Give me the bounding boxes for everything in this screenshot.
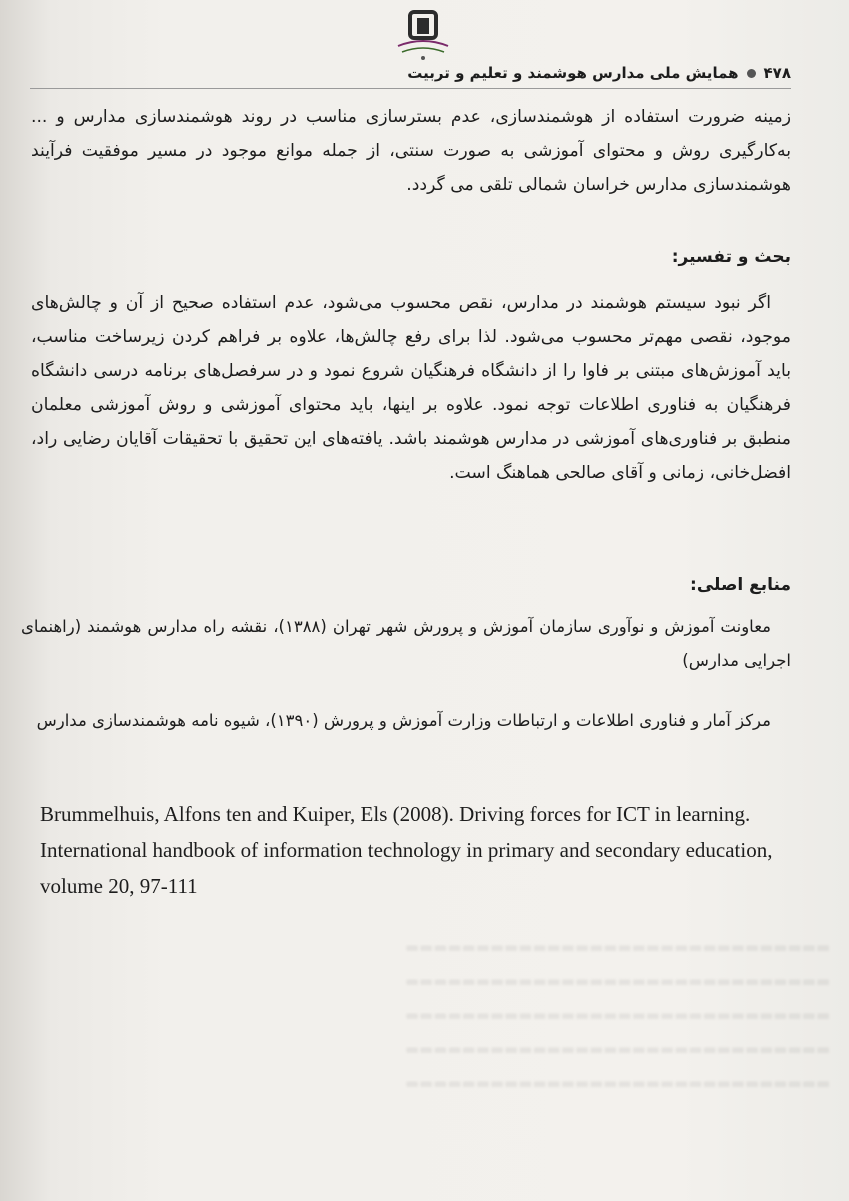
running-header (407, 64, 791, 82)
page-number: ۴۷۸ (763, 64, 791, 82)
bullet-icon (747, 69, 756, 78)
references-heading-block (31, 568, 791, 602)
reference-item: معاونت آموزش و نوآوری سازمان آموزش و پرورش شهر تهران (۱۳۸۸)، نقشه راه مدارس هوشمند (راهنمای اجرایی مدارس) (21, 617, 791, 670)
discussion-heading: بحث و تفسیر: (671, 247, 791, 267)
show-through-text: ▬▬▬▬▬▬▬▬▬▬▬▬▬▬▬▬▬▬▬▬▬▬▬▬▬▬▬▬▬▬ ▬▬▬▬▬▬▬▬▬▬▬▬▬▬▬▬▬▬▬▬▬▬▬▬▬▬▬▬▬▬ ▬▬▬▬▬▬▬▬▬▬▬▬▬▬▬▬▬▬▬▬▬▬▬▬▬▬▬▬▬▬ ▬▬▬▬▬▬▬▬▬▬▬▬▬▬▬▬▬▬▬▬▬▬▬▬▬▬▬▬▬▬ ▬▬▬▬▬▬▬▬▬▬▬▬▬▬▬▬▬▬▬▬▬▬▬▬▬▬▬▬▬▬ (404, 938, 830, 1092)
discussion-section (31, 240, 791, 490)
conference-title: همایش ملی مدارس هوشمند و تعلیم و تربیت (407, 64, 739, 82)
english-reference: Brummelhuis, Alfons ten and Kuiper, Els (2008). Driving forces for ICT in learning. International handbook of information technology in primary and secondary education, volume 20, 97-111 (40, 802, 773, 898)
references-heading: منابع اصلی: (690, 575, 791, 595)
intro-paragraph: زمینه ضرورت استفاده از هوشمندسازی، عدم بسترسازی مناسب در روند هوشمندسازی مدارس و ... به‌کارگیری روش و محتوای آموزشی به صورت سنتی، از جمله موانع موجود در مسیر موفقیت فرآیند هوشمندسازی مدارس خراسان شمالی تلقی می گردد. (31, 107, 791, 195)
conference-logo-icon (388, 6, 458, 66)
reference-item: مرکز آمار و فناوری اطلاعات و ارتباطات وزارت آموزش و پرورش (۱۳۹۰)، شیوه نامه هوشمندسازی مدارس (36, 711, 771, 730)
header-divider (30, 88, 791, 89)
discussion-paragraph: اگر نبود سیستم هوشمند در مدارس، نقص محسوب می‌شود، عدم استفاده صحیح از آن و چالش‌های موجود، نقصی مهم‌تر محسوب می‌شود. لذا برای رفع چالش‌ها، علاوه بر فراهم کردن زیرساخت مناسب، باید آموزش‌های مبتنی بر فاوا را از دانشگاه فرهنگیان شروع نمود و در سرفصل‌های برنامه درسی دانشگاه فرهنگیان به فناوری اطلاعات توجه نمود. علاوه بر اینها، باید محتوای آموزشی و روش آموزشی معلمان منطبق بر فناوری‌های آموزشی در مدارس هوشمند باشد. یافته‌های این تحقیق با تحقیقات آقایان رضایی راد، افضل‌خانی، زمانی و آقای صالحی هماهنگ است. (31, 293, 791, 483)
